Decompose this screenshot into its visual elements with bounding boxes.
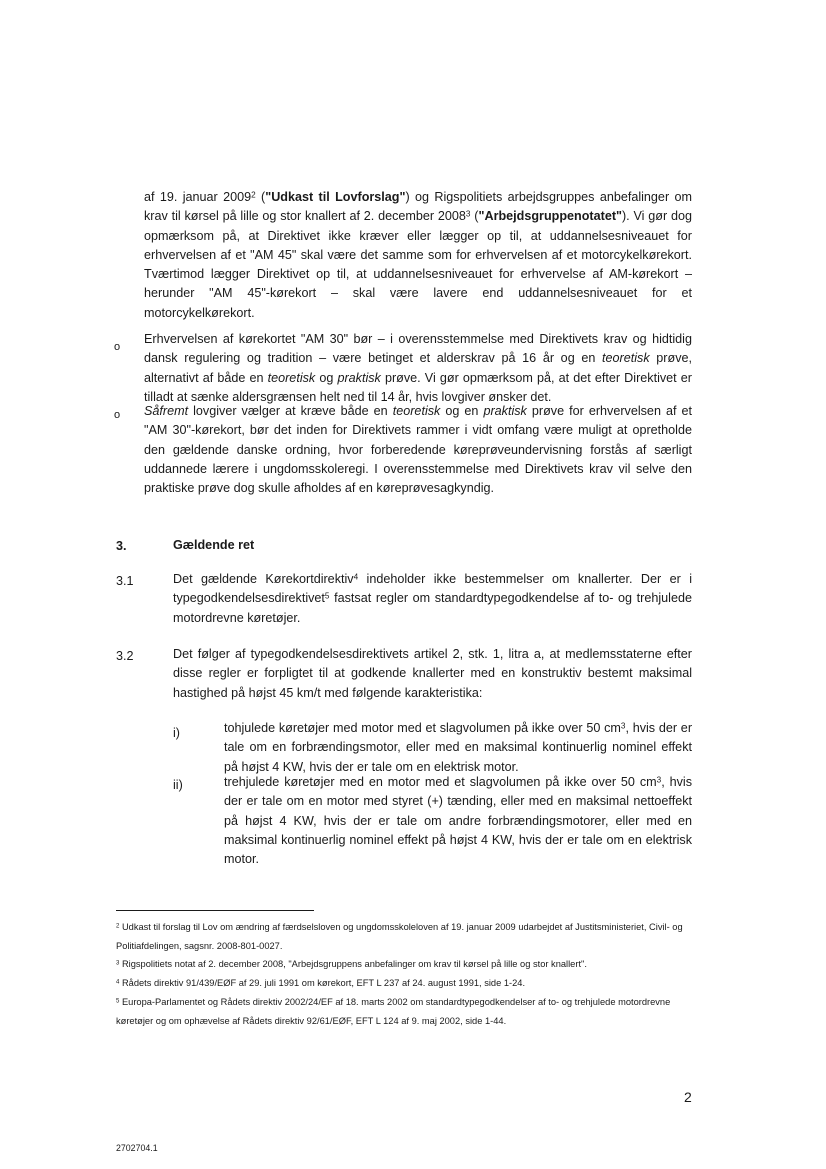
document-id: 2702704.1 <box>116 1143 158 1153</box>
text: Erhvervelsen af kørekortet "AM 30" bør – i overensstemmelse med Direktivets krav og hidtidig dansk regulering og tradition – være betinget et alderskrav på 16 år og en <box>144 332 692 366</box>
footnote-text: Udkast til forslag til Lov om ændring af færdselsloven og ungdomsskoleloven af 19. januar 2009 udarbejdet af Justitsministeriet, Civil- og Politiafdelingen, sagsnr. 2008-801-0027. <box>116 922 683 951</box>
text: ) og Rigspolitiets arbejdsgruppes anbefalinger om krav til kørsel på lille og stor knallert af 2. december 2008 <box>144 190 692 224</box>
paragraph-3-1 <box>173 570 692 628</box>
text: ( <box>255 190 266 204</box>
footnote-3 <box>116 955 692 974</box>
emphasis: teoretisk <box>602 351 650 366</box>
text: , hvis der er tale om en motor med styret (+) tænding, eller med en maksimal nettoeffekt på højst 4 KW, hvis der er tale om andre forbrændingsmotorer, eller med en maksimal kontinuerlig nominel effekt på højst 4 KW, hvis der er tale om en elektrisk motor. <box>224 775 692 867</box>
defined-term-arbejdsgruppenotatet: "Arbejdsgruppenotatet" <box>478 209 622 224</box>
section-heading: Gældende ret <box>173 538 255 552</box>
emphasis: praktisk <box>483 404 527 418</box>
paragraph-3-2: Det følger af typegodkendelsesdirektivets artikel 2, stk. 1, litra a, at medlemsstaterne efter disse regler er forpligtet til at godkende knallerter med en konstruktiv bestemt maksimal hastighed på højst 45 km/t med følgende karakteristika: <box>173 647 692 700</box>
text: prøve. Vi gør opmærksom på, at det efter Direktivet er tilladt at sænke aldersgrænsen helt ned til 14 år, hvis lovgiver ønsker det. <box>144 370 692 404</box>
emphasis: Såfremt <box>144 404 189 418</box>
superscript: 3 <box>656 775 662 785</box>
text: prøve for erhvervelsen af et "AM 30"-kørekort, bør det inden for Direktivets rammer i vidt omfang være muligt at opretholde den gældende danske ordning, hvor forberedende køreprøveundervisning forstås af særligt uddannede lærere i ungdomsskoleregi. I overensstemmelse med Direktivets krav vil selve den praktiske prøve dog skulle afholdes af en køreprøvesagkyndig. <box>144 404 693 496</box>
footnote-number: 2 <box>116 923 120 930</box>
continuation-paragraph <box>144 188 692 323</box>
text: og <box>315 370 338 385</box>
emphasis: teoretisk <box>392 404 441 418</box>
text: indeholder ikke bestemmelser om knallerter. Der er i typegodkendelsesdirektivet <box>173 572 692 606</box>
footnote-ref-5[interactable]: 5 <box>324 591 330 601</box>
list-item-i <box>224 719 692 777</box>
bullet-marker: o <box>114 341 121 353</box>
list-marker-ii: ii) <box>173 778 183 792</box>
emphasis: teoretisk <box>267 370 316 385</box>
footnote-4 <box>116 974 692 993</box>
list-marker-i: i) <box>173 726 180 740</box>
paragraph-number-3-2: 3.2 <box>116 649 134 663</box>
footnote-2 <box>116 918 692 955</box>
bullet-paragraph-am30 <box>144 330 692 407</box>
text: lovgiver vælger at kræve både en <box>188 404 393 418</box>
emphasis: praktisk <box>337 370 381 385</box>
text: Det gældende Kørekortdirektiv <box>173 572 354 586</box>
list-item-ii <box>224 773 692 869</box>
text: fastsat regler om standardtypegodkendelse af to- og trehjulede motordrevne køretøjer. <box>173 591 692 625</box>
page-number: 2 <box>684 1089 692 1105</box>
defined-term-udkast: "Udkast til Lovforslag" <box>265 190 406 204</box>
footnote-5 <box>116 993 692 1030</box>
footnote-number: 3 <box>116 960 120 967</box>
footnote-text: Europa-Parlamentet og Rådets direktiv 2002/24/EF af 18. marts 2002 om standardtypegodkendelser af to- og trehjulede motordrevne køretøjer og om ophævelse af Rådets direktiv 92/61/EØF, EFT L 124 af 9. maj 2002, side 1-44. <box>116 997 671 1026</box>
superscript: 3 <box>620 721 626 731</box>
text: og en <box>440 404 484 418</box>
footnote-number: 4 <box>116 979 120 986</box>
footnote-text: Rigspolitiets notat af 2. december 2008, "Arbejdsgruppens anbefalinger om krav til kørsel på lille og stor knallert". <box>119 959 587 969</box>
bullet-marker: o <box>114 409 121 421</box>
footnote-number: 5 <box>116 998 120 1005</box>
paragraph-number-3-1: 3.1 <box>116 574 134 588</box>
footnote-ref-2[interactable]: 2 <box>251 190 256 200</box>
section-number: 3. <box>116 539 127 553</box>
text: tohjulede køretøjer med motor med et slagvolumen på ikke over 50 cm <box>224 721 621 735</box>
text: ). Vi gør dog opmærksom på, at Direktivet ikke kræver eller lægger op til, at uddannelsesniveauet for erhvervelsen af et "AM 45" skal være det samme som for erhvervelsen af et motorcykelkørekort. Tværtimod lægger Direktivet op til, at uddannelsesniveauet for erhvervelse af AM-kørekort – herunder "AM 45"-kørekort – skal være lavere end uddannelsesniveauet for et motorcykelkørekort. <box>144 209 692 320</box>
text: af 19. januar 2009 <box>144 190 252 204</box>
footnote-ref-3[interactable]: 3 <box>465 209 471 219</box>
text: trehjulede køretøjer med en motor med et slagvolumen på ikke over 50 cm <box>224 775 657 789</box>
footnote-text: Rådets direktiv 91/439/EØF af 29. juli 1991 om kørekort, EFT L 237 af 24. august 1991, side 1-24. <box>119 978 526 988</box>
text: ( <box>470 209 479 224</box>
text: prøve, alternativt af både en <box>144 351 692 385</box>
footnote-separator <box>116 910 314 911</box>
bullet-paragraph-saafremt <box>144 402 692 498</box>
footnote-ref-4[interactable]: 4 <box>353 572 359 582</box>
text: , hvis der er tale om en forbrændingsmotor, eller med en maksimal kontinuerlig nominel effekt på højst 4 KW, hvis der er tale om en elektrisk motor. <box>224 721 693 774</box>
